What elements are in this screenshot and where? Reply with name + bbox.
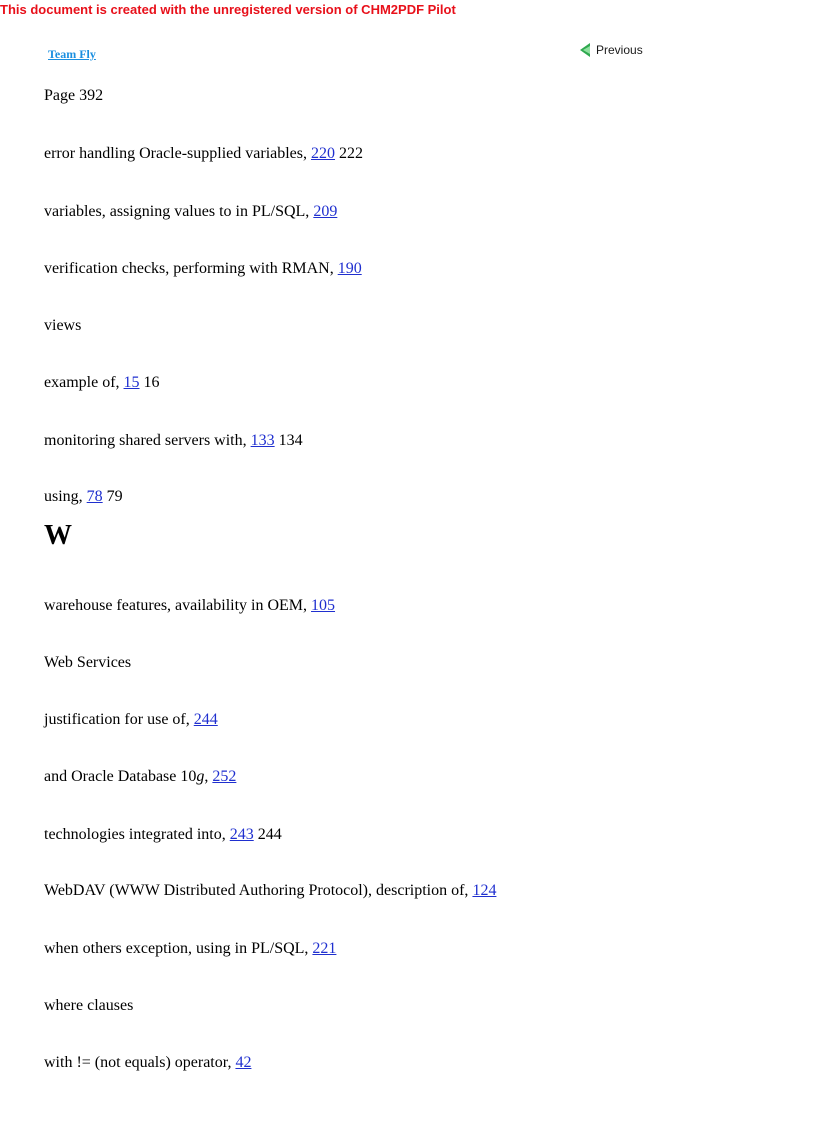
index-entry: technologies integrated into, 243 244 [44, 826, 282, 843]
index-entry: verification checks, performing with RMAN, 190 [44, 260, 362, 277]
team-fly-link[interactable]: Team Fly [48, 47, 96, 61]
index-entry: with != (not equals) operator, 42 [44, 1054, 252, 1071]
index-entry: Web Services [44, 654, 132, 671]
index-entry: using, 78 79 [44, 488, 123, 505]
page-link[interactable]: 78 [86, 488, 103, 505]
index-entry: when others exception, using in PL/SQL, 221 [44, 940, 337, 957]
index-entry: warehouse features, availability in OEM, 105 [44, 597, 336, 614]
page-link[interactable]: 221 [312, 940, 337, 957]
previous-arrow-icon [578, 42, 592, 58]
index-entry: where clauses [44, 997, 134, 1014]
page-link[interactable]: 244 [193, 711, 218, 728]
previous-button[interactable] [578, 42, 643, 58]
index-entry: error handling Oracle-supplied variables, 220 222 [44, 145, 364, 162]
index-entry: WebDAV (WWW Distributed Authoring Protocol), description of, 124 [44, 882, 497, 899]
index-entry: variables, assigning values to in PL/SQL, 209 [44, 203, 338, 220]
page-link[interactable]: 105 [311, 597, 336, 614]
previous-label: Previous [596, 43, 643, 57]
page-link[interactable]: 252 [212, 768, 237, 785]
section-heading-w: W [44, 520, 72, 551]
index-entry: example of, 15 16 [44, 374, 160, 391]
page-link[interactable]: 220 [311, 145, 336, 162]
index-entry: monitoring shared servers with, 133 134 [44, 432, 303, 449]
unregistered-banner: This document is created with the unregistered version of CHM2PDF Pilot [0, 2, 456, 17]
page-number: Page 392 [44, 87, 104, 104]
page-link[interactable]: 133 [250, 432, 275, 449]
page-link[interactable]: 124 [472, 882, 497, 899]
page-link[interactable]: 209 [313, 203, 338, 220]
page-link[interactable]: 42 [235, 1054, 252, 1071]
page-link[interactable]: 190 [337, 260, 362, 277]
index-entry: views [44, 317, 82, 334]
page-link[interactable]: 15 [123, 374, 140, 391]
page-link[interactable]: 243 [229, 826, 254, 843]
index-entry: justification for use of, 244 [44, 711, 218, 728]
index-entry: and Oracle Database 10g, 252 [44, 768, 237, 785]
